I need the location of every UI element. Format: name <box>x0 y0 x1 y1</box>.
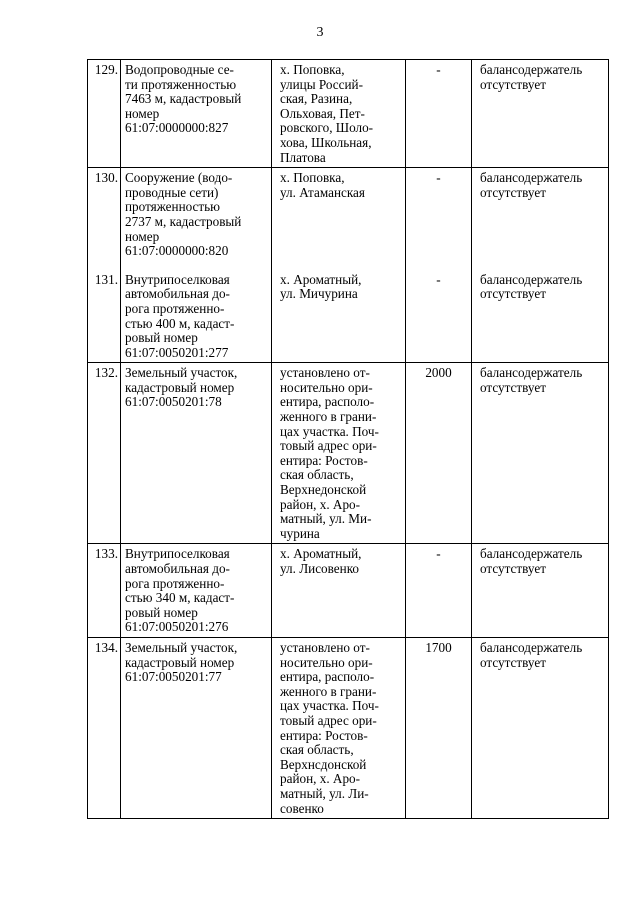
address-cell <box>272 637 406 818</box>
balance-holder-line: балансодержатель <box>480 271 583 287</box>
address-line: район, х. Аро- <box>280 771 361 787</box>
object-name-line: Внутрипоселковая <box>125 271 230 287</box>
object-name-line: ровый номер <box>125 604 198 620</box>
table-row <box>88 269 609 363</box>
address-line: Платова <box>280 149 326 165</box>
balance-holder-line: отсутствует <box>480 286 546 302</box>
object-name-line: номер <box>125 105 160 121</box>
object-name-line: 61:07:0050201:78 <box>125 394 222 410</box>
address-line: ская область, <box>280 467 354 483</box>
object-name-line: проводные сети) <box>125 184 219 200</box>
table-row <box>88 363 609 544</box>
address-line: ул. Лисовенко <box>280 561 360 576</box>
address-line: район, х. Аро- <box>280 496 361 512</box>
address-cell <box>272 269 406 363</box>
object-name-line: автомобильная до- <box>125 286 230 302</box>
object-name-line: ровый номер <box>125 330 198 346</box>
address-line: установлено от- <box>280 639 370 655</box>
balance-holder-cell <box>472 269 609 363</box>
balance-holder-line: балансодержатель <box>480 62 583 77</box>
address-line: ская область, <box>280 742 354 758</box>
object-name-cell <box>121 637 272 818</box>
address-line: матный, ул. Ли- <box>280 785 369 801</box>
object-name-line: 2737 м, кадастровый <box>125 213 242 229</box>
row-number: 129. <box>88 60 121 168</box>
area-cell: 1700 <box>406 637 472 818</box>
area-cell: - <box>406 60 472 168</box>
table-row <box>88 544 609 638</box>
table-body <box>88 60 609 819</box>
address-line: совенко <box>280 800 324 816</box>
address-line: х. Ароматный, <box>280 271 362 287</box>
address-cell <box>272 60 406 168</box>
object-name-line: 61:07:0000000:820 <box>125 243 229 259</box>
address-line: женного в грани- <box>280 683 377 699</box>
balance-holder-cell <box>472 168 609 269</box>
object-name-line: автомобильная до- <box>125 561 230 576</box>
area-cell: - <box>406 269 472 363</box>
row-number: 130. <box>88 168 121 269</box>
object-name-line: 61:07:0050201:276 <box>125 619 229 635</box>
object-name-line: протяженностью <box>125 199 221 215</box>
object-name-cell <box>121 168 272 269</box>
address-cell <box>272 168 406 269</box>
address-line: установлено от- <box>280 365 370 381</box>
address-line: х. Поповка, <box>280 62 345 77</box>
object-name-line: кадастровый номер <box>125 654 235 670</box>
address-line: х. Поповка, <box>280 170 345 186</box>
object-name-line: рога протяженно- <box>125 300 225 316</box>
address-cell <box>272 363 406 544</box>
balance-holder-line: отсутствует <box>480 379 546 395</box>
address-line: чурина <box>280 525 320 541</box>
balance-holder-cell <box>472 637 609 818</box>
object-name-line: 61:07:0050201:277 <box>125 344 229 360</box>
address-line: ентира: Ростов- <box>280 452 368 468</box>
row-number: 131. <box>88 269 121 363</box>
balance-holder-cell <box>472 363 609 544</box>
area-cell: - <box>406 168 472 269</box>
address-line: ская, Разина, <box>280 91 353 107</box>
table-row <box>88 60 609 168</box>
address-line: женного в грани- <box>280 409 377 425</box>
balance-holder-cell <box>472 60 609 168</box>
object-name-line: Водопроводные се- <box>125 62 234 77</box>
address-line: ул. Атаманская <box>280 184 365 200</box>
row-number: 133. <box>88 544 121 638</box>
object-name-line: стью 340 м, кадаст- <box>125 590 235 606</box>
address-line: товый адрес ори- <box>280 712 377 728</box>
address-line: х. Ароматный, <box>280 546 362 562</box>
object-name-line: номер <box>125 228 160 244</box>
row-number: 134. <box>88 637 121 818</box>
object-name-line: 61:07:0050201:77 <box>125 669 222 685</box>
object-name-cell <box>121 60 272 168</box>
address-line: улицы Россий- <box>280 76 364 92</box>
address-line: носительно ори- <box>280 654 373 670</box>
address-line: цах участка. Поч- <box>280 698 379 714</box>
object-name-line: Земельный участок, <box>125 639 238 655</box>
object-name-line: ти протяженностью <box>125 76 237 92</box>
object-name-line: рога протяженно- <box>125 575 225 591</box>
area-cell: 2000 <box>406 363 472 544</box>
balance-holder-line: отсутствует <box>480 76 546 92</box>
object-name-line: Земельный участок, <box>125 365 238 381</box>
table-row <box>88 637 609 818</box>
object-name-line: Сооружение (водо- <box>125 170 233 186</box>
address-line: Верхнсдонской <box>280 756 367 772</box>
address-line: носительно ори- <box>280 379 373 395</box>
balance-holder-line: балансодержатель <box>480 170 583 186</box>
address-cell <box>272 544 406 638</box>
balance-holder-line: балансодержатель <box>480 365 583 381</box>
address-line: Верхнедонской <box>280 482 367 498</box>
address-line: Ольховая, Пет- <box>280 105 365 121</box>
balance-holder-line: отсутствует <box>480 654 546 670</box>
area-cell: - <box>406 544 472 638</box>
address-line: ентира: Ростов- <box>280 727 368 743</box>
balance-holder-cell <box>472 544 609 638</box>
object-name-cell <box>121 544 272 638</box>
address-line: товый адрес ори- <box>280 438 377 454</box>
object-name-line: Внутрипоселковая <box>125 546 230 562</box>
address-line: хова, Школьная, <box>280 134 372 150</box>
address-line: ентира, располо- <box>280 394 375 410</box>
balance-holder-line: балансодержатель <box>480 639 583 655</box>
address-line: матный, ул. Ми- <box>280 511 372 527</box>
balance-holder-line: отсутствует <box>480 184 546 200</box>
address-line: ентира, располо- <box>280 669 375 685</box>
row-number: 132. <box>88 363 121 544</box>
balance-holder-line: балансодержатель <box>480 546 583 562</box>
address-line: цах участка. Поч- <box>280 423 379 439</box>
property-registry-table <box>87 59 609 819</box>
object-name-cell <box>121 363 272 544</box>
object-name-line: стью 400 м, кадаст- <box>125 315 235 331</box>
object-name-cell <box>121 269 272 363</box>
object-name-line: 7463 м, кадастровый <box>125 91 242 107</box>
balance-holder-line: отсутствует <box>480 561 546 576</box>
address-line: ровского, Шоло- <box>280 120 374 136</box>
address-line: ул. Мичурина <box>280 286 358 302</box>
page-number: 3 <box>316 25 324 40</box>
table-row <box>88 168 609 269</box>
object-name-line: кадастровый номер <box>125 379 235 395</box>
object-name-line: 61:07:0000000:827 <box>125 120 229 136</box>
